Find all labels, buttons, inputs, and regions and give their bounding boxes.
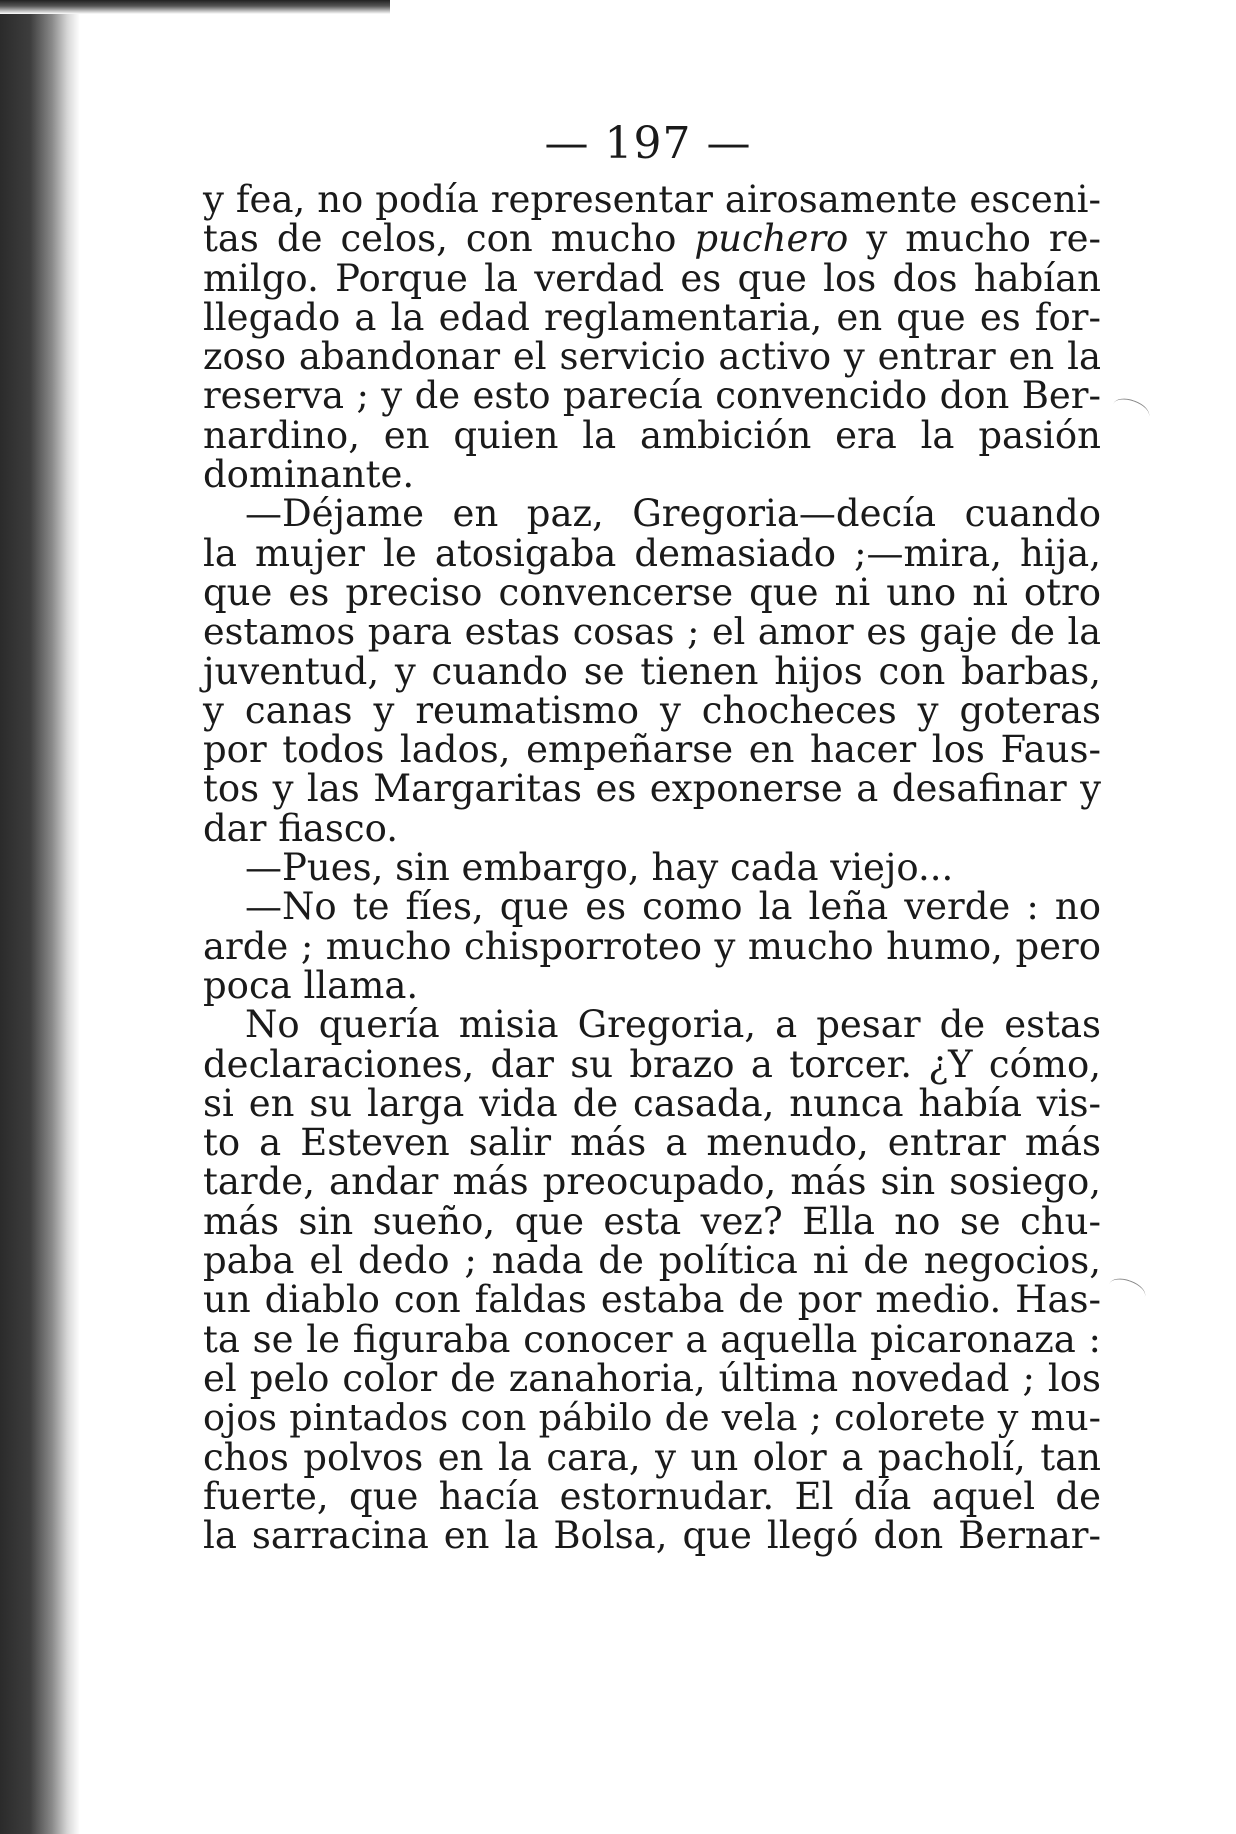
text-line: [203, 846, 1101, 890]
text-line-content: tos y las Margaritas es exponerse a desafinar y: [203, 767, 1101, 811]
text-line-content: por todos lados, empeñarse en hacer los Faus-: [203, 728, 1101, 772]
text-line: [203, 688, 1101, 732]
text-line: [203, 1081, 1101, 1125]
text-line: [203, 806, 1101, 850]
text-line: [203, 1514, 1101, 1558]
text-line-content: arde ; mucho chisporroteo y mucho humo, pero: [203, 924, 1101, 968]
text-line-content: reserva ; y de esto parecía convencido don Ber-: [203, 374, 1101, 418]
text-line-content: paba el dedo ; nada de política ni de negocios,: [203, 1239, 1101, 1283]
text-line-content: dar fiasco.: [203, 806, 399, 850]
text-line-content: zoso abandonar el servicio activo y entrar en la: [203, 335, 1101, 379]
text-line: [203, 335, 1101, 379]
text-line: [203, 1042, 1101, 1086]
text-line: [203, 1396, 1101, 1440]
text-line: [203, 1356, 1101, 1400]
text-line: [203, 1317, 1101, 1361]
text-line-content: nardino, en quien la ambición era la pasión: [203, 413, 1101, 457]
text-line-content: un diablo con faldas estaba de por medio. Has-: [203, 1278, 1101, 1322]
text-line-content: declaraciones, dar su brazo a torcer. ¿Y cómo,: [203, 1042, 1101, 1086]
text-line: [203, 1003, 1101, 1047]
text-line-content: juventud, y cuando se tienen hijos con barbas,: [203, 649, 1101, 693]
text-line: [203, 924, 1101, 968]
text-line: [203, 531, 1101, 575]
page-number: — 197 —: [544, 118, 752, 169]
text-line-content: —No te fíes, que es como la leña verde : no: [245, 885, 1101, 929]
text-line-continuation: y mucho re-: [848, 217, 1101, 261]
text-line-content: to a Esteven salir más a menudo, entrar más: [203, 1121, 1101, 1165]
text-line: [203, 1160, 1101, 1204]
italic-word: puchero: [694, 217, 849, 261]
text-line-content: la mujer le atosigaba demasiado ;—mira, hija,: [203, 531, 1101, 575]
margin-mark: [1106, 1274, 1149, 1307]
text-line-content: —Pues, sin embargo, hay cada viejo...: [245, 846, 954, 890]
text-line: [203, 649, 1101, 693]
text-line-content: la sarracina en la Bolsa, que llegó don Bernar-: [203, 1514, 1101, 1558]
text-line: [203, 610, 1101, 654]
text-line: [203, 728, 1101, 772]
margin-mark: [1110, 394, 1153, 427]
text-line: [203, 453, 1101, 497]
text-line-content: fuerte, que hacía estornudar. El día aquel de: [203, 1474, 1101, 1518]
text-line-content: —Déjame en paz, Gregoria—decía cuando: [245, 492, 1101, 536]
text-line: [203, 1435, 1101, 1479]
text-line-content: y fea, no podía representar airosamente esceni-: [203, 178, 1101, 221]
text-line: [203, 413, 1101, 457]
text-line-content: chos polvos en la cara, y un olor a pacholí, tan: [203, 1435, 1101, 1479]
text-line: [203, 1121, 1101, 1165]
book-binding-shadow: [0, 0, 80, 1834]
text-line: [203, 963, 1101, 1007]
text-line-content: ta se le figuraba conocer a aquella picaronaza :: [203, 1317, 1101, 1361]
text-line: [203, 767, 1101, 811]
text-line-content: milgo. Porque la verdad es que los dos habían: [203, 256, 1101, 300]
text-line: [203, 1474, 1101, 1518]
text-line: [203, 295, 1101, 339]
text-line-content: más sin sueño, que esta vez? Ella no se chu-: [203, 1199, 1101, 1243]
text-line-content: el pelo color de zanahoria, última novedad ; los: [203, 1356, 1101, 1400]
text-line: [203, 885, 1101, 929]
book-binding-top-edge: [0, 0, 390, 14]
text-line: [203, 217, 1101, 261]
text-line-content: tas de celos, con mucho: [203, 217, 695, 261]
text-line-content: llegado a la edad reglamentaria, en que es for-: [203, 295, 1101, 339]
text-line: [203, 256, 1101, 300]
text-line: [203, 374, 1101, 418]
body-text: [203, 178, 1101, 1558]
text-line: [203, 570, 1101, 614]
text-line: [203, 1278, 1101, 1322]
text-line-content: tarde, andar más preocupado, más sin sosiego,: [203, 1160, 1101, 1204]
text-line-content: No quería misia Gregoria, a pesar de estas: [245, 1003, 1101, 1047]
text-line-content: ojos pintados con pábilo de vela ; colorete y mu-: [203, 1396, 1101, 1440]
text-line-content: poca llama.: [203, 963, 419, 1007]
text-line-content: que es preciso convencerse que ni uno ni otro: [203, 570, 1101, 614]
text-line-content: y canas y reumatismo y chocheces y goteras: [203, 688, 1101, 732]
text-line: [203, 180, 1101, 219]
text-line: [203, 492, 1101, 536]
text-line-content: si en su larga vida de casada, nunca había vis-: [203, 1081, 1101, 1125]
text-line-content: estamos para estas cosas ; el amor es gaje de la: [203, 610, 1101, 654]
text-line: [203, 1239, 1101, 1283]
text-line-content: dominante.: [203, 453, 415, 497]
text-line: [203, 1199, 1101, 1243]
